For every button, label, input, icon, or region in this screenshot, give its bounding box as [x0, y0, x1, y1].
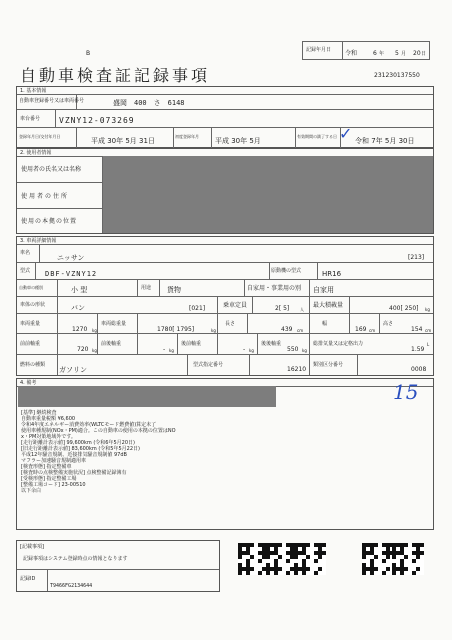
qr-code — [362, 543, 394, 575]
first-reg-value: 平成 30年 5月 31日 — [91, 137, 155, 145]
front-rear-axle-value: - — [163, 346, 166, 353]
section3-heading: 3. 車両詳細情報 — [20, 238, 57, 244]
remark-line: 平成12年騒音規制、近接排気騒音規制値 97dB — [21, 452, 127, 458]
remark-line: 自動車重量税額 ¥6,600 — [21, 416, 76, 422]
remark-line: マフラー加速騒音規制適用車 — [21, 458, 87, 464]
use-label: 自家用・事業用の別 — [247, 285, 302, 292]
remarks-list — [21, 410, 251, 494]
handwritten-number: 15 — [393, 380, 419, 404]
class-number-value: 0008 — [411, 366, 427, 373]
check-mark: ✓ — [339, 124, 353, 143]
vehicle-details-section — [16, 236, 434, 376]
front-front-axle-label: 前前軸重 — [20, 341, 41, 347]
length-label: 長さ — [225, 321, 236, 327]
maker-value: ニッサン — [57, 254, 85, 262]
user-name-label: 使用者の氏名又は名称 — [21, 166, 82, 173]
record-date-year: 6 — [373, 50, 377, 57]
remark-line: [受検形態] 指定整備工場 — [21, 476, 77, 482]
expiry-value: 令和 7年 5月 30日 — [355, 137, 415, 145]
qr-code — [392, 543, 424, 575]
weight-unit: kg — [92, 328, 97, 333]
user-address-label: 使用者の住所 — [21, 193, 70, 200]
model-label: 型式 — [20, 268, 31, 274]
section1-heading: 1. 基本情報 — [20, 88, 47, 94]
first-reg-label: 登録年月日/交付年月日 — [19, 134, 61, 139]
doc-number: 231230137550 — [374, 72, 420, 79]
record-id-value: T9466FG2134644 — [50, 583, 93, 589]
fuel-value: ガソリン — [59, 366, 87, 374]
base-location-label: 使用の本拠の位置 — [21, 218, 78, 225]
chassis-value: VZNY12-073269 — [59, 116, 135, 125]
maker-label: 車名 — [20, 250, 31, 256]
remark-line: [整備工場コード] 23-00510 — [21, 482, 86, 488]
width-value: 169 — [355, 326, 367, 333]
maker-code: [213] — [408, 254, 425, 261]
basic-info-section — [16, 86, 434, 148]
use-value: 自家用 — [313, 286, 334, 294]
chassis-label: 車台番号 — [20, 116, 41, 122]
kind-value: 小 型 — [71, 286, 88, 294]
capacity-label: 乗車定員 — [223, 302, 248, 309]
record-date-era: 令和 — [345, 50, 358, 57]
engine-label: 原動機の型式 — [271, 268, 302, 274]
record-date-day: 20 — [413, 50, 421, 57]
width-unit: cm — [369, 328, 376, 333]
remark-line: [検査形態] 指定整備車 — [21, 464, 72, 470]
expiry-label: 有効期間の満了する日 — [297, 134, 337, 139]
remark-line: [検査時の点検整備実施状況] 点検整備記録簿有 — [21, 470, 127, 476]
length-unit: cm — [297, 328, 304, 333]
record-id-label: 記録ID — [20, 576, 36, 582]
first-year-label: 初度登録年月 — [175, 134, 199, 139]
width-label: 幅 — [322, 321, 328, 327]
weight-label: 車両重量 — [20, 321, 41, 327]
remark-line: [走行距離計表示値] 99,600km (令和6年5月20日) — [21, 440, 135, 446]
rear-rear-axle-unit: kg — [302, 348, 307, 353]
capacity-value: 2[ 5] — [275, 305, 290, 312]
notice-box — [16, 540, 220, 592]
type-number-value: 16210 — [287, 366, 307, 373]
front-rear-axle-label: 前後軸重 — [101, 341, 122, 347]
record-date-box: 記録年月日 令和 6 年 5 月 20 日 — [302, 41, 430, 60]
remark-line: [基準] 継続検査 — [21, 410, 57, 416]
kind-label: 自動車の種別 — [19, 285, 43, 290]
front-rear-axle-unit: kg — [169, 348, 174, 353]
body-code: [021] — [189, 305, 206, 312]
notice-text: 記録事項はシステム登録時点の情報となります — [23, 556, 128, 562]
load-unit: kg — [425, 307, 430, 312]
qr-code — [294, 543, 326, 575]
purpose-value: 貨物 — [167, 286, 181, 294]
length-value: 439 — [281, 326, 293, 333]
load-label: 最大積載量 — [313, 302, 344, 309]
remarks-redaction — [18, 386, 276, 407]
front-front-axle-value: 720 — [77, 346, 89, 353]
load-value: 400[ 250] — [389, 305, 419, 312]
kana-mark: B — [86, 50, 91, 57]
displacement-value: 1.59 — [411, 346, 425, 353]
reg-number-value: 盛岡 400 さ 6148 — [113, 99, 185, 107]
height-label: 高さ — [383, 321, 394, 327]
redaction-block — [103, 156, 433, 233]
record-date-label: 記録年月日 — [306, 47, 332, 53]
rear-rear-axle-value: 550 — [287, 346, 299, 353]
body-value: バン — [71, 304, 85, 312]
notice-heading: [記載事項] — [20, 544, 44, 550]
gross-unit: kg — [211, 328, 216, 333]
gross-label: 車両総重量 — [101, 321, 127, 327]
section2-heading: 2. 使用者情報 — [20, 150, 52, 156]
rear-front-axle-label: 後前軸重 — [181, 341, 202, 347]
weight-value: 1270 — [72, 326, 88, 333]
rear-front-axle-unit: kg — [249, 348, 254, 353]
height-unit: cm — [425, 328, 432, 333]
type-number-label: 型式指定番号 — [193, 362, 224, 368]
first-year-value: 平成 30年 5月 — [215, 137, 261, 145]
remark-line: [旧走行距離計表示値] 83,600km (令和5年5月22日) — [21, 446, 140, 452]
engine-value: HR16 — [322, 270, 342, 278]
page-title: 自動車検査証記録事項 — [20, 66, 211, 85]
remark-line: 使用車種規制(NOx・PM)適合。この自動車の使用の本拠の位置はNO — [21, 428, 176, 434]
front-front-axle-unit: kg — [92, 348, 97, 353]
model-value: DBF-VZNY12 — [45, 270, 98, 278]
record-date-month: 5 — [395, 50, 399, 57]
capacity-unit: 人 — [300, 307, 304, 312]
gross-value: 1780[ 1795] — [157, 326, 195, 333]
rear-rear-axle-label: 後後軸重 — [261, 341, 282, 347]
displacement-label: 総排気量又は定格出力 — [313, 341, 364, 347]
remark-line: x・PM対策地域外です。 — [21, 434, 76, 440]
section4-heading: 4. 備考 — [20, 380, 37, 386]
remark-line: 令和4年度エネルギー消費効率(WLTCモード燃費値)算定未了 — [21, 422, 157, 428]
rear-front-axle-value: - — [243, 346, 246, 353]
class-number-label: 類別区分番号 — [313, 362, 344, 368]
height-value: 154 — [411, 326, 423, 333]
reg-number-label: 自動車登録番号又は車両番号 — [19, 98, 85, 104]
fuel-label: 燃料の種類 — [20, 362, 46, 368]
body-label: 車体の形状 — [20, 302, 46, 308]
remark-line: 以下余白 — [21, 488, 42, 494]
purpose-label: 用途 — [141, 285, 152, 291]
displacement-unit: L — [427, 342, 430, 347]
